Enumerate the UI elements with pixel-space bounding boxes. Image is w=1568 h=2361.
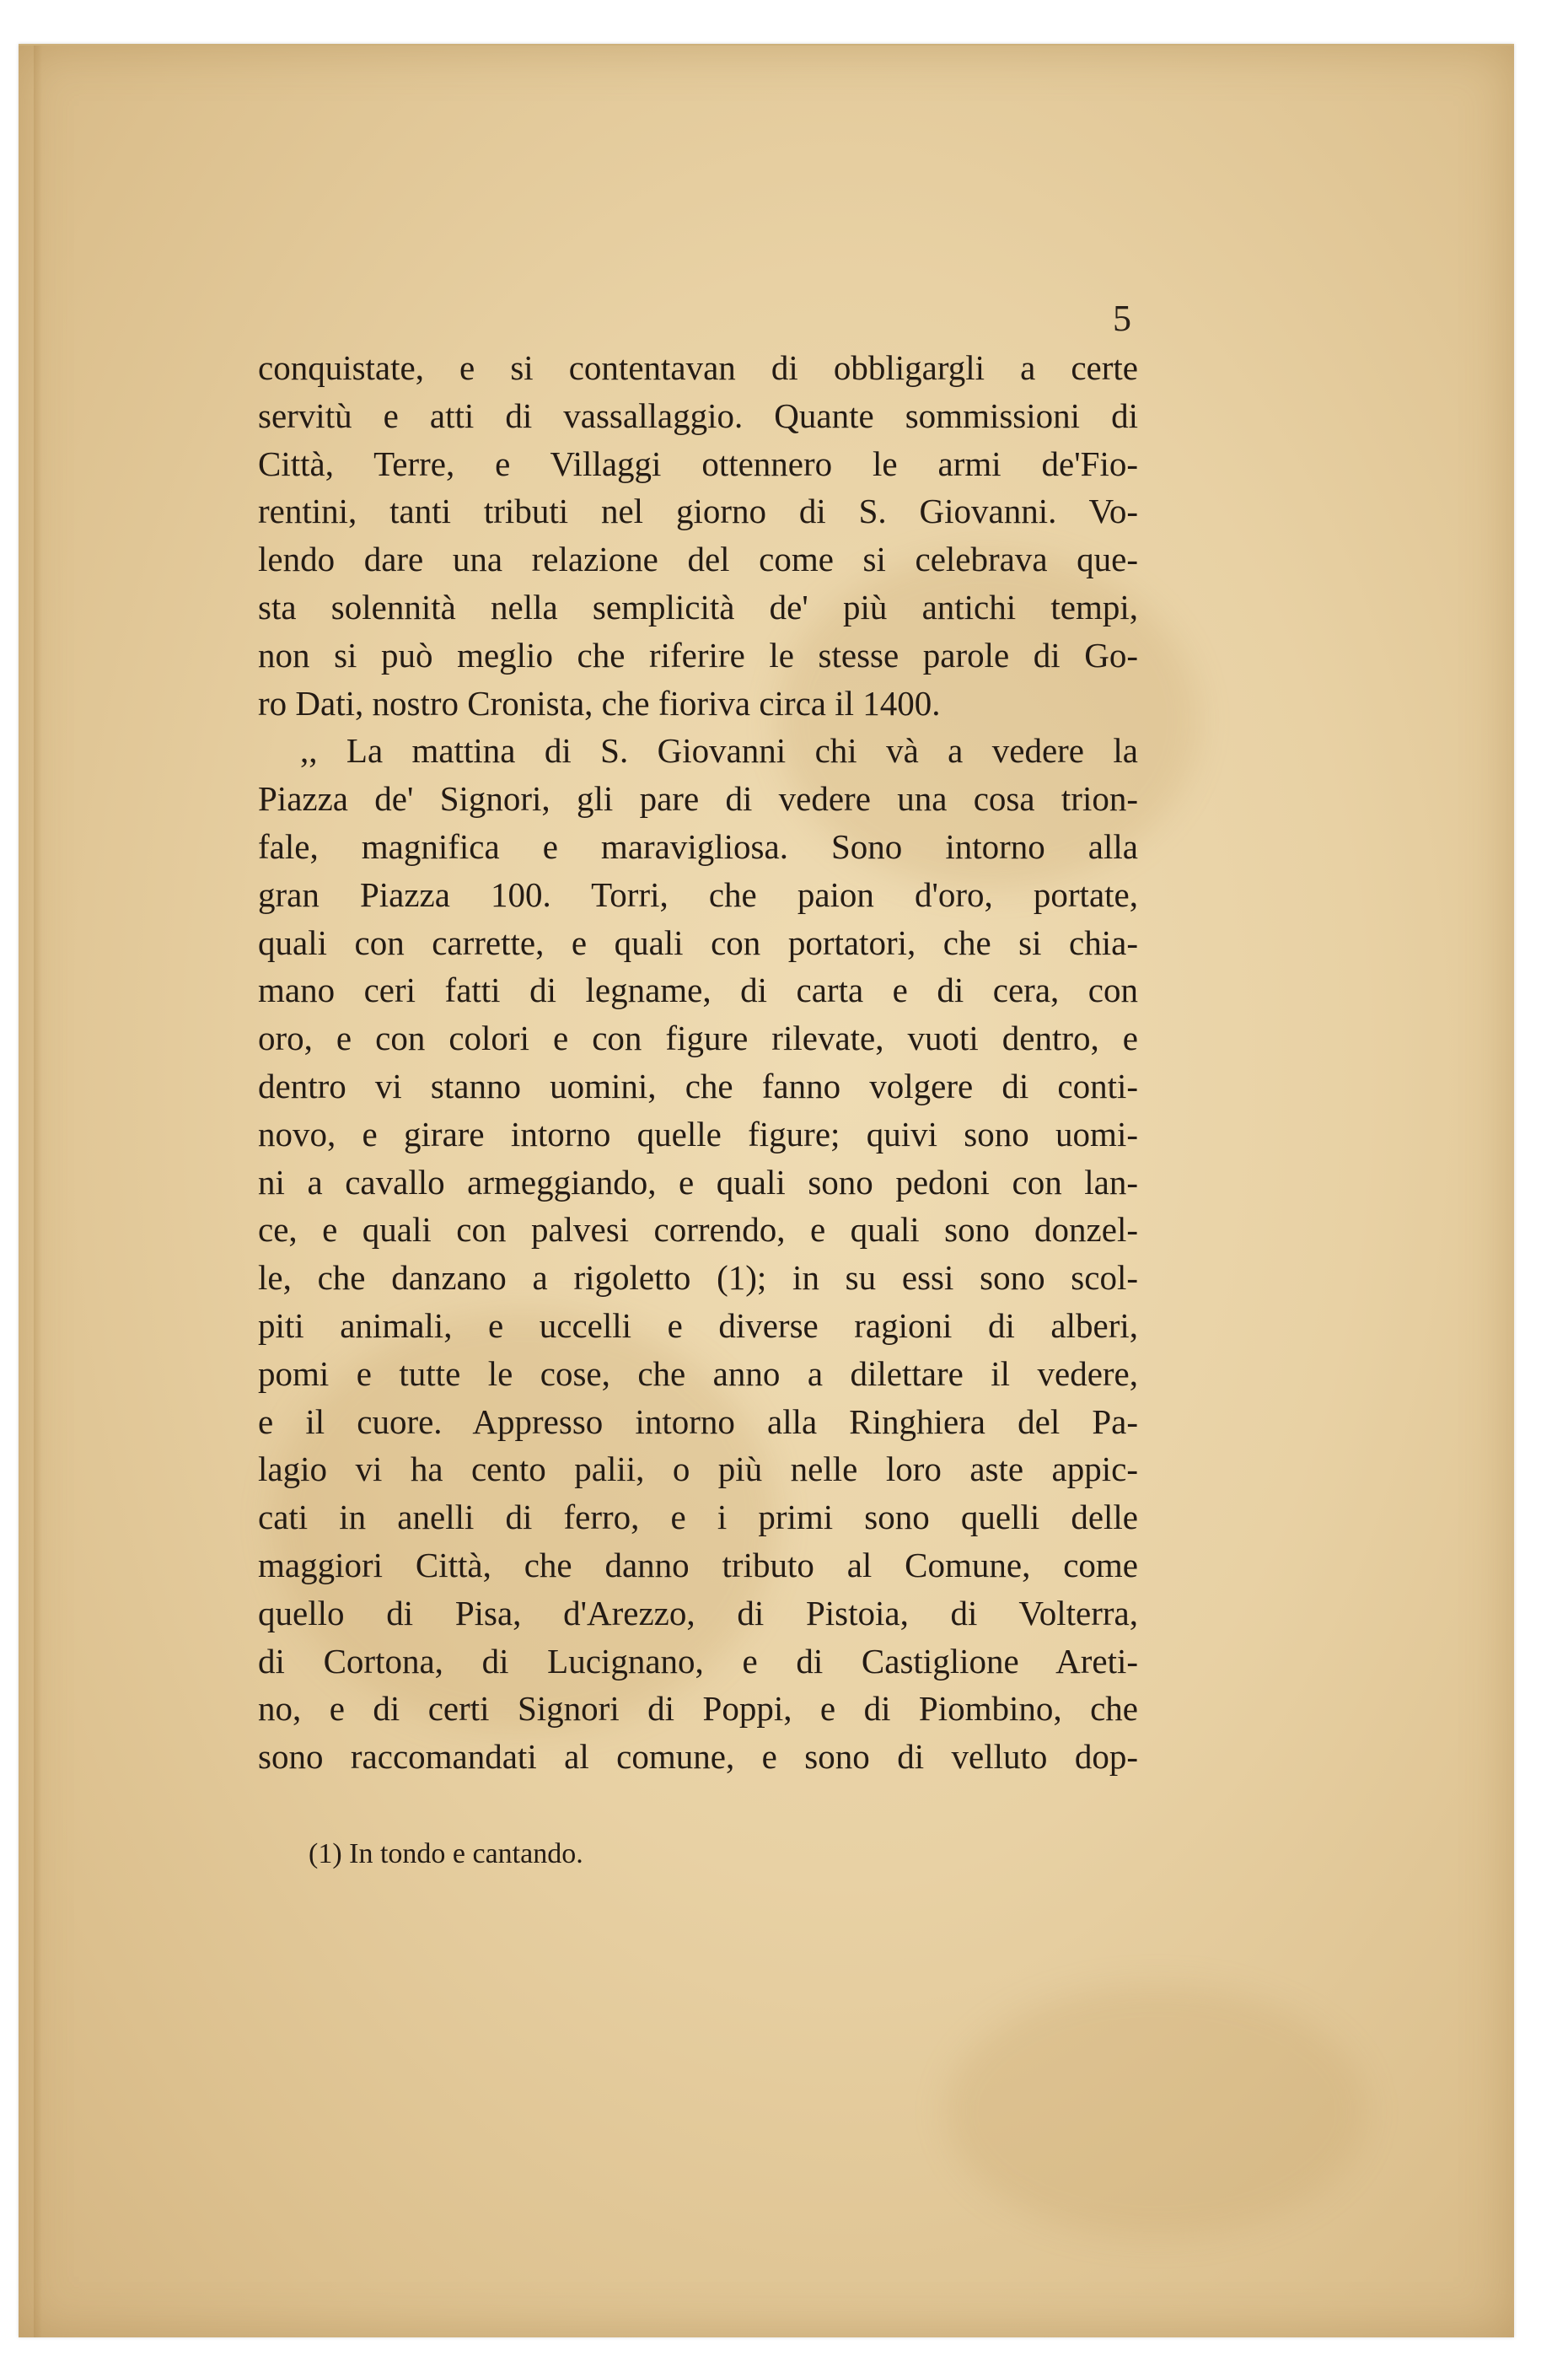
text-line: pomi e tutte le cose, che anno a dilettare il vedere, bbox=[258, 1353, 1138, 1393]
text-line: ce, e quali con palvesi correndo, e quali sono donzel- bbox=[258, 1210, 1138, 1250]
text-line: rentini, tanti tributi nel giorno di S. Giovanni. Vo- bbox=[258, 492, 1138, 531]
text-line: Piazza de' Signori, gli pare di vedere una cosa trion- bbox=[258, 779, 1138, 819]
text-line: novo, e girare intorno quelle figure; quivi sono uomi- bbox=[258, 1114, 1138, 1154]
text-line: ni a cavallo armeggiando, e quali sono pedoni con lan- bbox=[258, 1162, 1138, 1202]
footnote: (1) In tondo e cantando. bbox=[309, 1838, 583, 1869]
text-line: oro, e con colori e con figure rilevate, vuoti dentro, e bbox=[258, 1019, 1138, 1058]
text-line: cati in anelli di ferro, e i primi sono quelli delle bbox=[258, 1498, 1138, 1537]
text-line: lendo dare una relazione del come si celebrava que- bbox=[258, 540, 1138, 579]
text-line: gran Piazza 100. Torri, che paion d'oro, portate, bbox=[258, 874, 1138, 914]
paper-stain bbox=[946, 1985, 1367, 2238]
text-line: e il cuore. Appresso intorno alla Ringhiera del Pa- bbox=[258, 1401, 1138, 1441]
text-line: fale, magnifica e maravigliosa. Sono intorno alla bbox=[258, 826, 1138, 866]
text-line: dentro vi stanno uomini, che fanno volgere di conti- bbox=[258, 1066, 1138, 1105]
text-line: no, e di certi Signori di Poppi, e di Piombino, che bbox=[258, 1689, 1138, 1729]
text-line: mano ceri fatti di legname, di carta e di cera, con bbox=[258, 971, 1138, 1010]
text-line: Città, Terre, e Villaggi ottennero le armi de'Fio- bbox=[258, 444, 1138, 483]
text-line: di Cortona, di Lucignano, e di Castiglione Areti- bbox=[258, 1641, 1138, 1681]
text-line: quello di Pisa, d'Arezzo, di Pistoia, di Volterra, bbox=[258, 1593, 1138, 1632]
text-line: ro Dati, nostro Cronista, che fioriva circa il 1400. bbox=[258, 683, 941, 723]
text-line: sono raccomandati al comune, e sono di velluto dop- bbox=[258, 1737, 1138, 1777]
text-line: lagio vi ha cento palii, o più nelle loro aste appic- bbox=[258, 1449, 1138, 1489]
text-line: maggiori Città, che danno tributo al Comune, come bbox=[258, 1545, 1138, 1584]
text-line: conquistate, e si contentavan di obbligargli a certe bbox=[258, 348, 1138, 387]
text-line: ,, La mattina di S. Giovanni chi và a vedere la bbox=[300, 731, 1138, 771]
text-line: piti animali, e uccelli e diverse ragioni di alberi, bbox=[258, 1305, 1138, 1345]
text-line: servitù e atti di vassallaggio. Quante sommissioni di bbox=[258, 395, 1138, 435]
text-line: sta solennità nella semplicità de' più antichi tempi, bbox=[258, 587, 1138, 627]
body-text bbox=[258, 344, 1138, 1781]
text-line: non si può meglio che riferire le stesse parole di Go- bbox=[258, 635, 1138, 675]
text-line: le, che danzano a rigoletto (1); in su essi sono scol- bbox=[258, 1258, 1138, 1298]
text-line: quali con carrette, e quali con portatori, che si chia- bbox=[258, 922, 1138, 962]
page-number: 5 bbox=[1113, 298, 1131, 339]
binding-edge bbox=[34, 46, 42, 2337]
